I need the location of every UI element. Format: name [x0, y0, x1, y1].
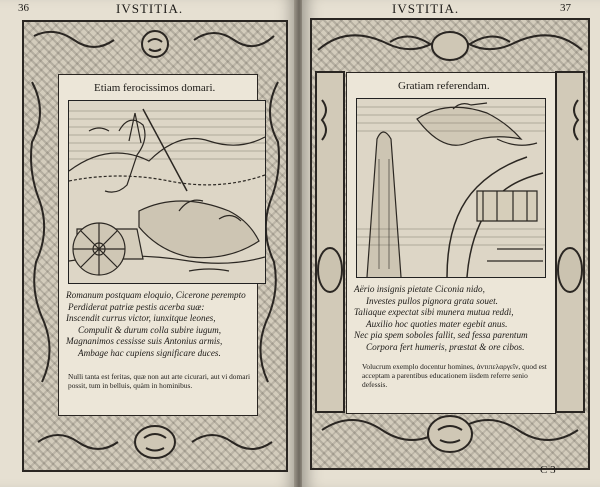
right-page [302, 0, 600, 487]
left-verse-line-4: Compulit & durum colla subire iugum, [78, 324, 222, 335]
left-motto: Etiam ferocissimos domari. [94, 82, 216, 94]
left-verse [66, 290, 246, 360]
storks-woodcut-image [357, 99, 545, 277]
chariot-woodcut-image [69, 101, 265, 283]
right-verse-line-6: Corpora fert humeris, præstat & ore cibos. [366, 341, 525, 352]
left-verse-line-1: Romanum postquam eloquio, Cicerone perempto [66, 290, 246, 300]
right-running-head: IVSTITIA. [392, 1, 460, 16]
right-motto: Gratiam referendam. [398, 80, 490, 92]
right-verse [354, 284, 528, 354]
right-verse-line-3: Taliaque expectat sibi munera mutua reddi, [354, 307, 514, 318]
right-verse-line-2: Investes pullos pignora grata souet. [366, 295, 498, 306]
right-verse-line-5: Nec pia spem soboles fallit, sed fessa parentum [354, 330, 528, 341]
left-prose: Nulli tanta est feritas, quæ non aut arte cicurari, aut vi domari possit, tum in belluis, quàm in hominibus. [68, 372, 251, 390]
right-verse-line-1: Aërio insignis pietate Ciconia nido, [354, 284, 485, 294]
left-page [0, 0, 296, 487]
right-woodcut-storks [356, 98, 546, 278]
left-verse-line-2: Perdiderat patriæ pestis acerba suæ: [68, 301, 205, 312]
signature-mark: C 3 [540, 464, 556, 476]
right-page-number: 37 [560, 2, 571, 14]
left-woodcut-chariot [68, 100, 266, 284]
right-prose: Volucrum exemplo docentur homines, ἀντιπελαργεῖν, quod est acceptam a parentibus educationem iisdem referre senio defessis. [362, 362, 547, 389]
left-page-number: 36 [18, 2, 29, 14]
left-verse-line-3: Inscendit currus victor, iunxitque leones, [66, 313, 216, 324]
left-running-head: IVSTITIA. [116, 1, 184, 16]
right-verse-line-4: Auxilio hoc quoties mater egebit anus. [366, 318, 508, 329]
left-verse-line-6: Ambage hac cupiens significare duces. [78, 347, 221, 358]
left-verse-line-5: Magnanimos cessisse suis Antonius armis, [66, 336, 223, 347]
